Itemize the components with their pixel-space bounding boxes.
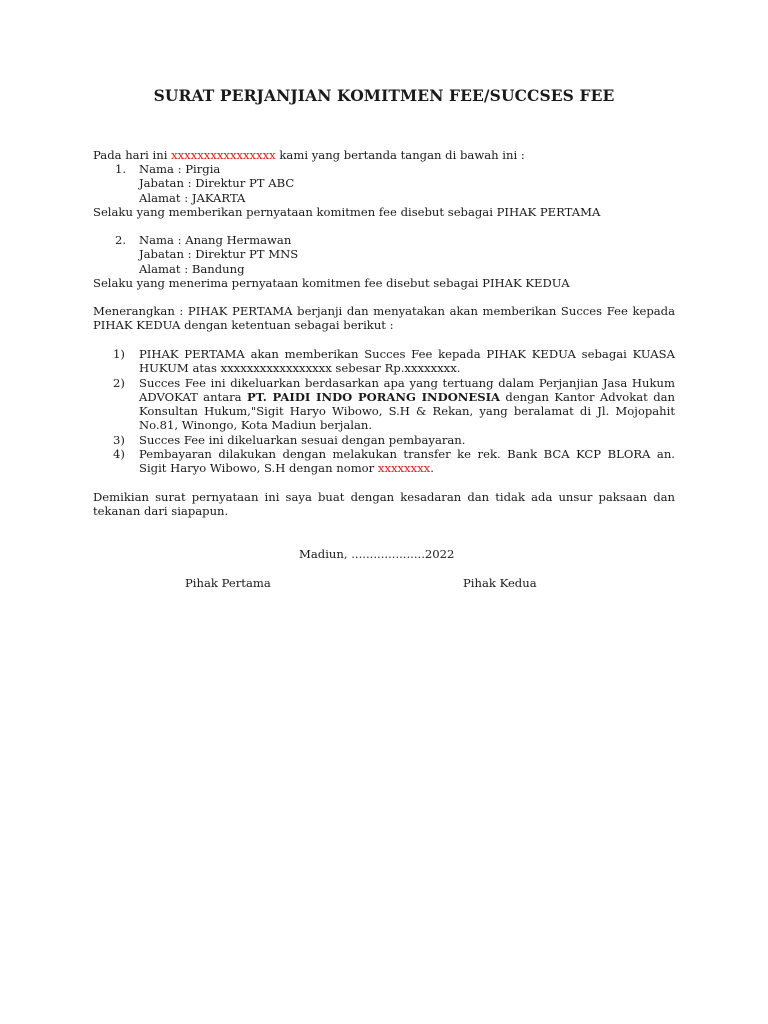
term-1-number: 1)	[113, 347, 125, 361]
term-4-text-before: Pembayaran dilakukan dengan melakukan transfer ke rek. Bank BCA KCP BLORA an. Sigit Haryo Wibowo, S.H dengan nomor	[139, 447, 675, 476]
party2-name-row	[93, 233, 675, 247]
date-placeholder: xxxxxxxxxxxxxxxx	[171, 148, 276, 162]
party1-role: Selaku yang memberikan pernyataan komitmen fee disebut sebagai PIHAK PERTAMA	[93, 204, 601, 219]
party2-name: Nama : Anang Hermawan	[139, 233, 292, 247]
term-2-company: PT. PAIDI INDO PORANG INDONESIA	[246, 389, 501, 404]
account-placeholder: xxxxxxxx	[377, 461, 431, 476]
term-3-text: Succes Fee ini dikeluarkan sesuai dengan pembayaran.	[139, 432, 466, 447]
term-item-2	[93, 376, 675, 433]
term-item-3	[93, 433, 675, 447]
party1-number: 1.	[115, 162, 127, 176]
party2-role: Selaku yang menerima pernyataan komitmen fee disebut sebagai PIHAK KEDUA	[93, 275, 570, 290]
signature-first-party: Pihak Pertama	[185, 576, 271, 590]
party2-number: 2.	[115, 233, 127, 247]
party2-position-row	[93, 247, 675, 261]
term-4-number: 4)	[113, 447, 125, 462]
terms-list	[93, 347, 675, 476]
party2-section	[93, 233, 675, 290]
term-2-text-before: Succes Fee ini dikeluarkan berdasarkan apa yang tertuang dalam Perjanjian Jasa Hukum ADVOKAT antara	[139, 375, 675, 404]
party1-address-row	[93, 191, 675, 205]
party1-section	[93, 162, 675, 219]
party1-name: Nama : Pirgia	[139, 162, 221, 176]
place-date: Madiun, ....................2022	[299, 547, 455, 561]
party1-position: Jabatan : Direktur PT ABC	[139, 176, 295, 191]
intro-paragraph	[93, 148, 675, 162]
party1-position-row	[93, 176, 675, 190]
term-2-number: 2)	[113, 375, 125, 390]
party1-name-row	[93, 162, 675, 176]
statement-paragraph: Menerangkan : PIHAK PERTAMA berjanji dan menyatakan akan memberikan Succes Fee kepada PIHAK KEDUA dengan ketentuan sebagai berikut :	[93, 304, 675, 333]
intro-prefix: Pada hari ini	[93, 148, 172, 162]
signature-second-party: Pihak Kedua	[463, 576, 537, 590]
term-1-text: PIHAK PERTAMA akan memberikan Succes Fee kepada PIHAK KEDUA sebagai KUASA HUKUM atas xxxxxxxxxxxxxxxxx sebesar Rp.xxxxxxxx.	[139, 347, 675, 376]
intro-suffix: kami yang bertanda tangan di bawah ini :	[275, 148, 525, 162]
term-4-text-after: .	[430, 461, 434, 476]
term-item-1	[93, 347, 675, 376]
term-2-text-after: dengan Kantor Advokat dan Konsultan Hukum,"Sigit Haryo Wibowo, S.H & Rekan, yang beralamat di Jl. Mojopahit No.81, Winongo, Kota Madiun berjalan.	[139, 389, 676, 433]
term-item-4	[93, 447, 675, 476]
document-title: SURAT PERJANJIAN KOMITMEN FEE/SUCCSES FEE	[153, 86, 615, 105]
party2-position: Jabatan : Direktur PT MNS	[139, 247, 299, 262]
party2-address: Alamat : Bandung	[139, 261, 245, 276]
closing-paragraph: Demikian surat pernyataan ini saya buat dengan kesadaran dan tidak ada unsur paksaan dan tekanan dari siapapun.	[93, 490, 675, 519]
term-3-number: 3)	[113, 432, 125, 447]
party2-address-row	[93, 262, 675, 276]
party1-address: Alamat : JAKARTA	[139, 190, 246, 205]
